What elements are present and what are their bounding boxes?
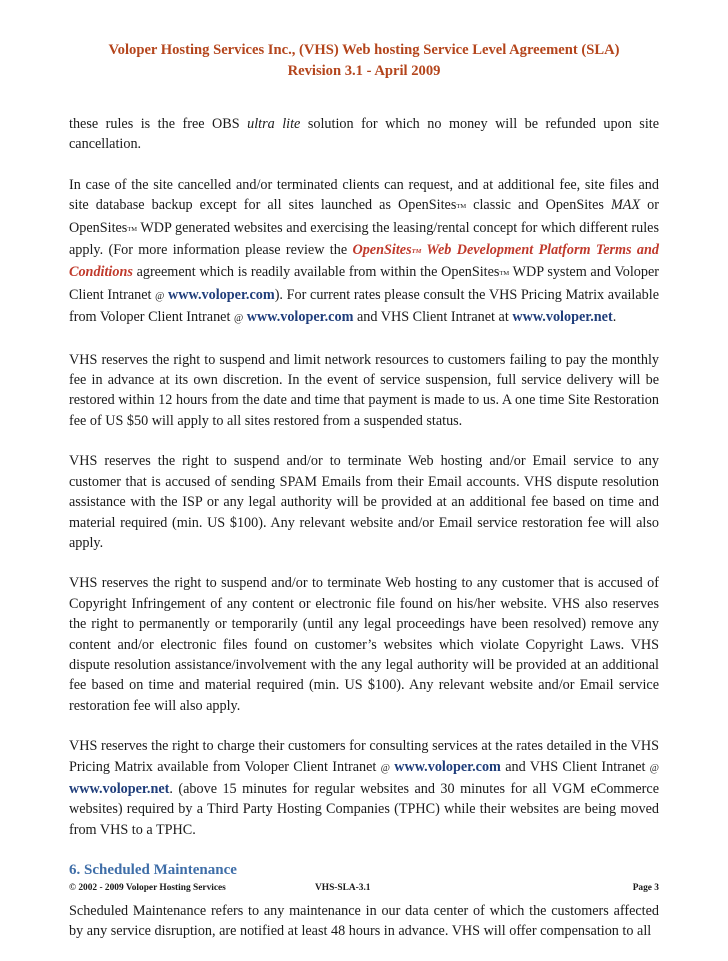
paragraph-spam-policy: VHS reserves the right to suspend and/or to terminate Web hosting and/or Email service to any customer that is accused of sending SPAM Emails from their Email accounts. VHS dispute resolution assistance with the ISP or any legal authority will be provided at an additional fee based on time and material required (min. US $100). Any relevant website and/or Email service restoration fee will also apply. bbox=[69, 453, 659, 551]
trademark-mark: TM bbox=[456, 203, 467, 211]
voloper-com-link[interactable]: www.voloper.com bbox=[246, 309, 354, 326]
document-body bbox=[69, 114, 659, 961]
at-symbol: @ bbox=[233, 313, 244, 325]
footer-document-id: VHS-SLA-3.1 bbox=[315, 883, 371, 893]
ultra-lite-term: ultra lite bbox=[247, 116, 301, 132]
voloper-com-link[interactable]: www.voloper.com bbox=[168, 286, 275, 303]
at-symbol: @ bbox=[380, 762, 390, 774]
footer-page-number: Page 3 bbox=[632, 883, 659, 893]
paragraph-scheduled-maintenance: Scheduled Maintenance refers to any maintenance in our data center of which the customers affected by any service disruption, are notified at least 48 hours in advance. VHS will offer compensation to all bbox=[69, 902, 659, 939]
paragraph-consulting-fees: VHS reserves the right to charge their customers for consulting services at the rates detailed in the VHS Pricing Matrix available from Voloper Client Intranet @ www.voloper.com and VHS Client Intranet @ www.voloper.net. (above 15 minutes for regular websites and 30 minutes for all VGM eCommerce websites) required by a Third Party Hosting Companies (TPHC) while their websites are being moved from VHS to a TPHC. bbox=[69, 738, 660, 838]
at-symbol: @ bbox=[155, 290, 165, 302]
document-revision: Revision 3.1 - April 2009 bbox=[287, 63, 441, 79]
trademark-mark: TM bbox=[499, 270, 510, 278]
terms-conditions-reference[interactable]: OpenSitesTM Web Development Platform Terms and Conditions bbox=[69, 242, 659, 281]
voloper-net-link[interactable]: www.voloper.net bbox=[69, 780, 170, 797]
voloper-net-link[interactable]: www.voloper.net bbox=[512, 309, 613, 326]
page-footer bbox=[69, 883, 659, 899]
at-symbol: @ bbox=[649, 762, 660, 774]
paragraph-copyright-policy: VHS reserves the right to suspend and/or to terminate Web hosting to any customer that is accused of Copyright Infringement of any content or electronic file found on his/her website. VHS also reserves the right to permanently or temporarily (until any legal proceedings have been resolved) remove any content and/or electronic files found on customer’s websites which violate Copyright Laws. VHS dispute resolution assistance/involvement with the any legal authority will be provided at an additional fee based on time and material required (min. US $100). Any relevant website and/or Email service restoration fee will also apply. bbox=[69, 575, 659, 714]
section-heading-scheduled-maintenance: 6. Scheduled Maintenance bbox=[69, 862, 237, 879]
voloper-com-link[interactable]: www.voloper.com bbox=[394, 758, 501, 775]
paragraph-cancellation-backup: In case of the site cancelled and/or terminated clients can request, and at additional fee, site files and site database backup except for all sites launched as OpenSitesTM classic and OpenSites MAX or OpenSitesTM WDP generated websites and exercising the leasing/rental concept for which different rules apply. (For more information please review the OpenSitesTM Web Development Platform Terms and Conditions agreement which is readily available from within the OpenSitesTM WDP system and Voloper Client Intranet @ www.voloper.com). For current rates please consult the VHS Pricing Matrix available from Voloper Client Intranet @ www.voloper.com and VHS Client Intranet at www.voloper.net. bbox=[69, 176, 660, 326]
paragraph-suspension-nonpayment: VHS reserves the right to suspend and limit network resources to customers failing to pay the monthly fee in advance at its own discretion. In the event of service suspension, full service delivery will be restored within 12 hours from the date and time that payment is made to us. A one time Site Restoration fee of US $50 will apply to all sites restored from a suspended status. bbox=[69, 351, 659, 429]
paragraph-obs-rule: these rules is the free OBS ultra lite solution for which no money will be refunded upon site cancellation. bbox=[69, 116, 659, 153]
document-title: Voloper Hosting Services Inc., (VHS) Web hosting Service Level Agreement (SLA) bbox=[108, 42, 620, 58]
footer-copyright: © 2002 - 2009 Voloper Hosting Services bbox=[69, 883, 226, 893]
max-term: MAX bbox=[610, 197, 641, 214]
trademark-mark: TM bbox=[411, 248, 422, 256]
page-header bbox=[0, 40, 728, 82]
trademark-mark: TM bbox=[127, 225, 138, 233]
